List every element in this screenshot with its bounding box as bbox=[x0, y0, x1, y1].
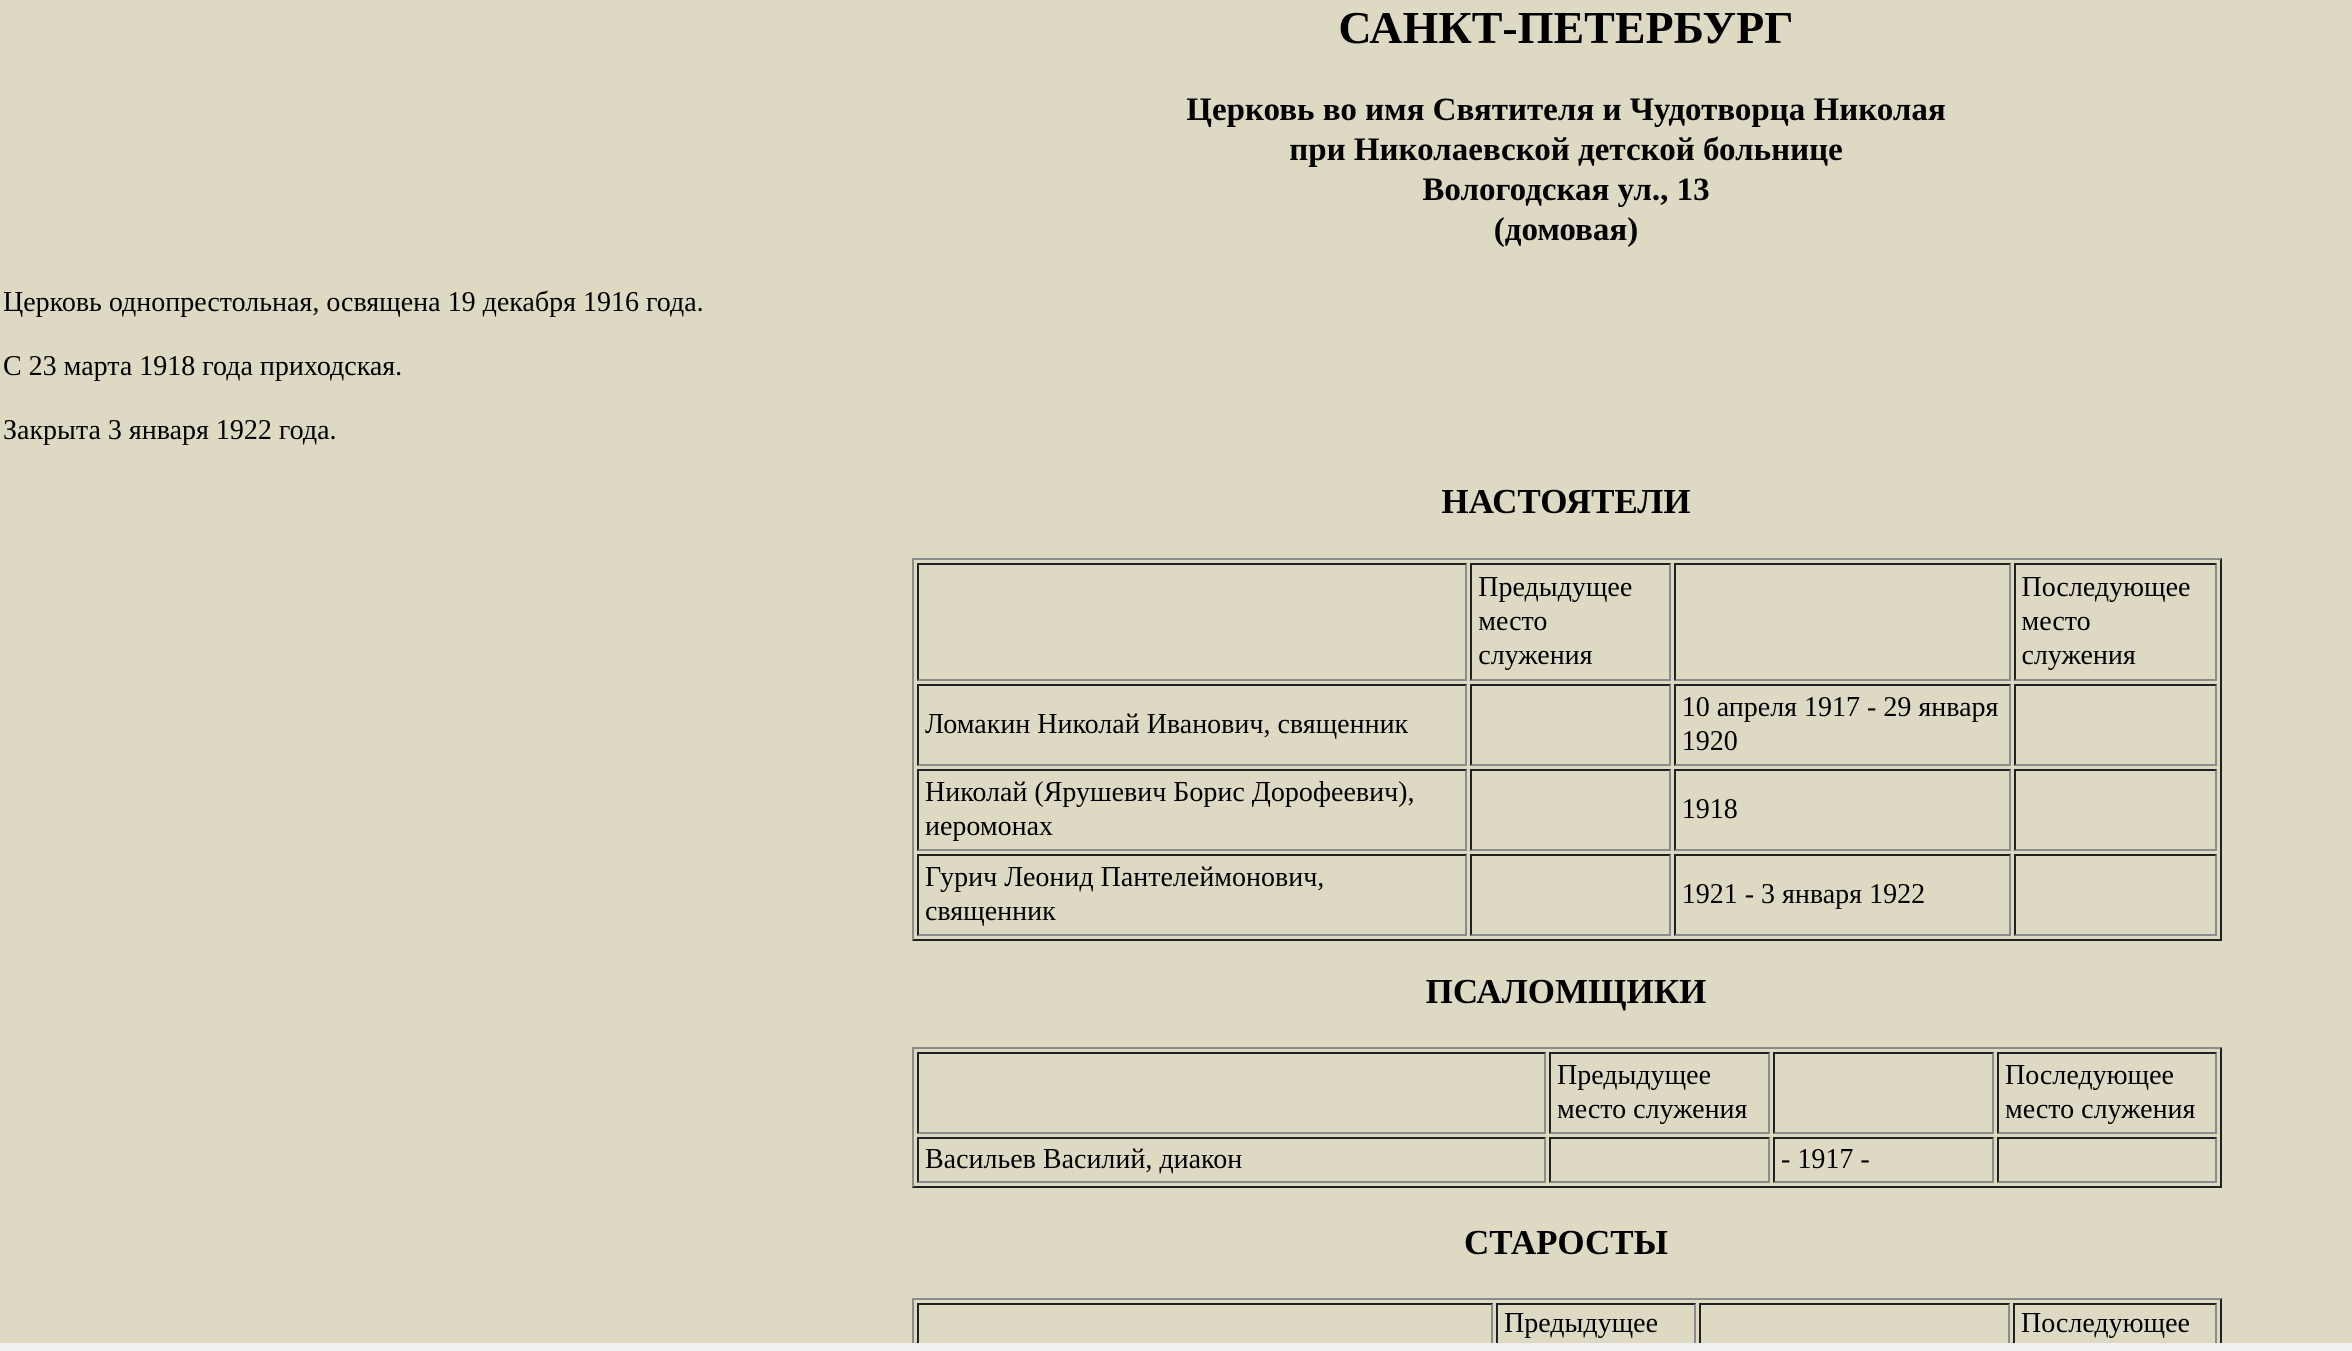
cell-next bbox=[2014, 769, 2218, 851]
page-title: САНКТ-ПЕТЕРБУРГ bbox=[1338, 2, 1794, 53]
table-header-row bbox=[917, 563, 2217, 681]
cell-next bbox=[1997, 1137, 2217, 1183]
window-bottom-edge bbox=[0, 1343, 2352, 1351]
rectors-table bbox=[912, 558, 2222, 941]
section-title-psalmists: ПСАЛОМЩИКИ bbox=[1425, 972, 1707, 1011]
header-cell-period bbox=[1773, 1052, 1994, 1134]
church-title bbox=[912, 90, 2220, 250]
cell-previous bbox=[1470, 769, 1670, 851]
header-cell-name bbox=[917, 563, 1467, 681]
header-cell-previous: Предыдущее bbox=[1496, 1303, 1696, 1343]
table-header-row bbox=[917, 1052, 2217, 1134]
header-cell-previous: Предыдущее место служения bbox=[1549, 1052, 1770, 1134]
table-row bbox=[917, 769, 2217, 851]
info-closed: Закрыта 3 января 1922 года. bbox=[3, 415, 337, 446]
table-row bbox=[917, 1137, 2217, 1183]
cell-period: 10 апреля 1917 - 29 января 1920 bbox=[1674, 684, 2011, 766]
psalmists-table bbox=[912, 1047, 2222, 1188]
header-cell-period bbox=[1674, 563, 2011, 681]
wardens-table bbox=[912, 1298, 2222, 1343]
info-parish: С 23 марта 1918 года приходская. bbox=[3, 351, 403, 382]
cell-name: Ломакин Николай Иванович, священник bbox=[917, 684, 1467, 766]
cell-period: 1921 - 3 января 1922 bbox=[1674, 854, 2011, 936]
church-title-line: при Николаевской детской больнице bbox=[1289, 132, 1843, 168]
table-header-row bbox=[917, 1303, 2217, 1343]
header-cell-name bbox=[917, 1303, 1493, 1343]
church-address: Вологодская ул., 13 bbox=[1422, 172, 1710, 208]
header-cell-previous: Предыдущее место служения bbox=[1470, 563, 1670, 681]
cell-previous bbox=[1470, 854, 1670, 936]
cell-previous bbox=[1470, 684, 1670, 766]
cell-period: 1918 bbox=[1674, 769, 2011, 851]
table-row bbox=[917, 854, 2217, 936]
header-cell-next: Последующее bbox=[2013, 1303, 2217, 1343]
cell-previous bbox=[1549, 1137, 1770, 1183]
church-title-line: Церковь во имя Святителя и Чудотворца Николая bbox=[1186, 92, 1946, 128]
cell-name: Васильев Василий, диакон bbox=[917, 1137, 1546, 1183]
cell-next bbox=[2014, 684, 2218, 766]
header-cell-next: Последующее место служения bbox=[1997, 1052, 2217, 1134]
header-cell-next: Последующее место служения bbox=[2014, 563, 2218, 681]
cell-period: - 1917 - bbox=[1773, 1137, 1994, 1183]
header-cell-name bbox=[917, 1052, 1546, 1134]
section-title-wardens: СТАРОСТЫ bbox=[1464, 1223, 1668, 1262]
cell-name: Гурич Леонид Пантелеймонович, священник bbox=[917, 854, 1467, 936]
table-row bbox=[917, 684, 2217, 766]
church-type: (домовая) bbox=[1493, 212, 1639, 248]
cell-name: Николай (Ярушевич Борис Дорофеевич), иеромонах bbox=[917, 769, 1467, 851]
section-title-rectors: НАСТОЯТЕЛИ bbox=[1441, 482, 1691, 521]
cell-next bbox=[2014, 854, 2218, 936]
header-cell-period bbox=[1699, 1303, 2010, 1343]
info-consecration: Церковь однопрестольная, освящена 19 декабря 1916 года. bbox=[3, 287, 704, 318]
